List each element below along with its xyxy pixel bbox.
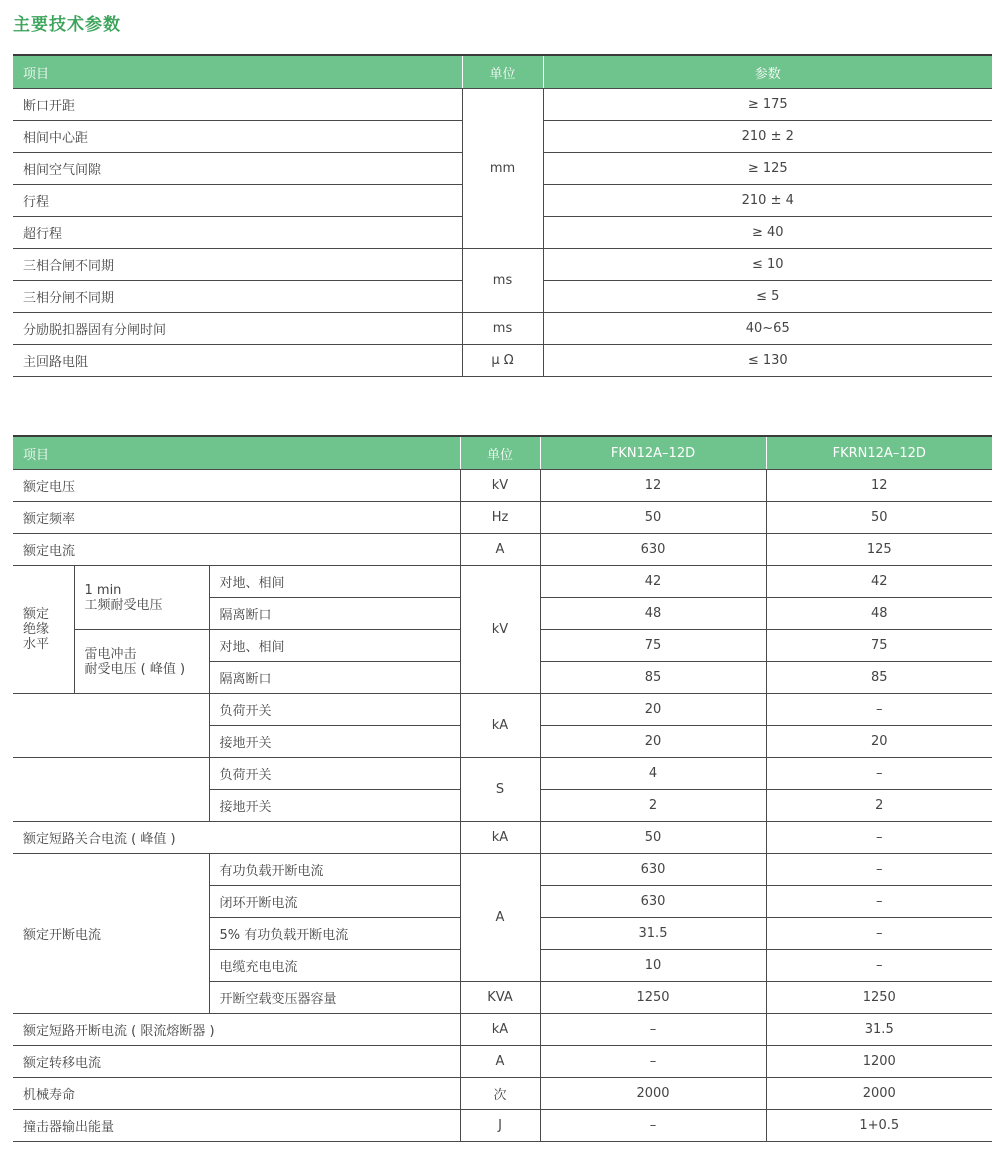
row-value: 210 ± 2	[543, 121, 992, 153]
row-fkrn: 50	[766, 502, 992, 534]
row-fkn: 12	[540, 470, 766, 502]
row-unit: J	[460, 1110, 540, 1142]
row-fkrn: –	[766, 854, 992, 886]
row-unit: kV	[460, 470, 540, 502]
row-item: 负荷开关	[209, 758, 460, 790]
row-unit: μ Ω	[462, 345, 543, 377]
table-row	[13, 854, 992, 886]
row-item: 额定短路关合电流 ( 峰值 )	[13, 822, 460, 854]
row-fkrn: 1200	[766, 1046, 992, 1078]
row-unit: KVA	[460, 982, 540, 1014]
row-item: 隔离断口	[209, 598, 460, 630]
row-item: 额定频率	[13, 502, 460, 534]
row-fkrn: –	[766, 694, 992, 726]
page-title: 主要技术参数	[13, 15, 121, 35]
row-item: 隔离断口	[209, 662, 460, 694]
row-fkn: 50	[540, 502, 766, 534]
table-row	[13, 470, 992, 502]
empty-group-cell	[13, 758, 209, 822]
header-item: 项目	[13, 436, 460, 470]
row-fkrn: 125	[766, 534, 992, 566]
insulation-group-line: 额定	[23, 607, 50, 622]
insulation-group-line: 水平	[23, 637, 50, 652]
table-row	[13, 249, 992, 281]
power-frequency-line: 1 min	[84, 582, 122, 598]
row-fkn: –	[540, 1046, 766, 1078]
row-item: 负荷开关	[209, 694, 460, 726]
row-item: 额定电压	[13, 470, 460, 502]
row-fkn: 20	[540, 694, 766, 726]
row-item: 分励脱扣器固有分闸时间	[13, 313, 462, 345]
row-unit: A	[460, 854, 540, 982]
lightning-impulse-line: 雷电冲击	[84, 646, 137, 662]
row-fkn: 2	[540, 790, 766, 822]
row-fkn: 1250	[540, 982, 766, 1014]
table-row	[13, 1110, 992, 1142]
row-item: 有功负载开断电流	[209, 854, 460, 886]
table-row	[13, 502, 992, 534]
row-fkn: 42	[540, 566, 766, 598]
row-value: 40~65	[543, 313, 992, 345]
row-unit: Hz	[460, 502, 540, 534]
row-item: 主回路电阻	[13, 345, 462, 377]
row-fkrn: 85	[766, 662, 992, 694]
lightning-impulse-label	[74, 630, 209, 694]
row-fkrn: –	[766, 918, 992, 950]
row-fkn: 50	[540, 822, 766, 854]
power-frequency-label	[74, 566, 209, 630]
row-item: 额定转移电流	[13, 1046, 460, 1078]
row-unit: 次	[460, 1078, 540, 1110]
table-row	[13, 345, 992, 377]
row-unit: kV	[460, 566, 540, 694]
table-row	[13, 89, 992, 121]
row-unit: ms	[462, 313, 543, 345]
row-value: 210 ± 4	[543, 185, 992, 217]
row-value: ≤ 10	[543, 249, 992, 281]
row-item: 撞击器输出能量	[13, 1110, 460, 1142]
row-item: 额定短路开断电流 ( 限流熔断器 )	[13, 1014, 460, 1046]
row-value: ≥ 175	[543, 89, 992, 121]
row-fkrn: –	[766, 886, 992, 918]
row-item: 三相分闸不同期	[13, 281, 462, 313]
table-row	[13, 822, 992, 854]
row-unit: mm	[462, 89, 543, 249]
header-value: 参数	[543, 55, 992, 89]
empty-group-cell	[13, 694, 209, 758]
row-item: 对地、相间	[209, 566, 460, 598]
row-item: 额定开断电流	[13, 854, 209, 1014]
row-fkrn: 2	[766, 790, 992, 822]
header-item: 项目	[13, 55, 462, 89]
row-fkrn: 12	[766, 470, 992, 502]
row-unit: kA	[460, 694, 540, 758]
row-item: 相间空气间隙	[13, 153, 462, 185]
row-fkn: 75	[540, 630, 766, 662]
row-unit: S	[460, 758, 540, 822]
table-row	[13, 758, 992, 790]
row-item: 相间中心距	[13, 121, 462, 153]
row-item: 三相合闸不同期	[13, 249, 462, 281]
row-item: 开断空载变压器容量	[209, 982, 460, 1014]
row-unit: kA	[460, 822, 540, 854]
row-item: 电缆充电电流	[209, 950, 460, 982]
insulation-group-line: 绝缘	[23, 622, 50, 637]
row-item: 断口开距	[13, 89, 462, 121]
row-item: 行程	[13, 185, 462, 217]
header-model-fkrn: FKRN12A–12D	[766, 436, 992, 470]
row-item: 机械寿命	[13, 1078, 460, 1110]
row-fkrn: 31.5	[766, 1014, 992, 1046]
row-unit: A	[460, 1046, 540, 1078]
table-header-row	[13, 436, 992, 470]
row-fkn: 48	[540, 598, 766, 630]
header-model-fkn: FKN12A–12D	[540, 436, 766, 470]
table-row	[13, 1046, 992, 1078]
row-item: 5% 有功负载开断电流	[209, 918, 460, 950]
row-item: 超行程	[13, 217, 462, 249]
row-unit: A	[460, 534, 540, 566]
model-comparison-table	[13, 435, 992, 1142]
row-value: ≥ 40	[543, 217, 992, 249]
table-header-row	[13, 55, 992, 89]
row-fkrn: –	[766, 758, 992, 790]
row-fkrn: 20	[766, 726, 992, 758]
row-value: ≤ 130	[543, 345, 992, 377]
header-unit: 单位	[460, 436, 540, 470]
row-fkrn: 2000	[766, 1078, 992, 1110]
power-frequency-line: 工频耐受电压	[84, 597, 163, 613]
row-value: ≥ 125	[543, 153, 992, 185]
row-fkn: 2000	[540, 1078, 766, 1110]
lightning-impulse-line: 耐受电压 ( 峰值 )	[84, 661, 186, 677]
table-row	[13, 1078, 992, 1110]
table-row	[13, 313, 992, 345]
row-fkn: 630	[540, 854, 766, 886]
row-fkn: 20	[540, 726, 766, 758]
row-fkrn: –	[766, 822, 992, 854]
row-fkn: 630	[540, 534, 766, 566]
row-fkn: 4	[540, 758, 766, 790]
row-fkrn: –	[766, 950, 992, 982]
row-fkn: 630	[540, 886, 766, 918]
row-item: 额定电流	[13, 534, 460, 566]
row-item: 对地、相间	[209, 630, 460, 662]
row-unit: ms	[462, 249, 543, 313]
row-value: ≤ 5	[543, 281, 992, 313]
main-parameters-table	[13, 54, 992, 377]
row-fkrn: 48	[766, 598, 992, 630]
header-unit: 单位	[462, 55, 543, 89]
table-row	[13, 566, 992, 598]
row-fkn: –	[540, 1110, 766, 1142]
row-fkn: 10	[540, 950, 766, 982]
row-fkn: –	[540, 1014, 766, 1046]
table-row	[13, 534, 992, 566]
table-row	[13, 694, 992, 726]
row-unit: kA	[460, 1014, 540, 1046]
row-fkrn: 1250	[766, 982, 992, 1014]
row-item: 接地开关	[209, 790, 460, 822]
table-row	[13, 1014, 992, 1046]
row-fkrn: 42	[766, 566, 992, 598]
row-item: 闭环开断电流	[209, 886, 460, 918]
row-fkn: 85	[540, 662, 766, 694]
row-item: 接地开关	[209, 726, 460, 758]
insulation-group-label	[13, 566, 74, 694]
row-fkrn: 1+0.5	[766, 1110, 992, 1142]
row-fkrn: 75	[766, 630, 992, 662]
row-fkn: 31.5	[540, 918, 766, 950]
